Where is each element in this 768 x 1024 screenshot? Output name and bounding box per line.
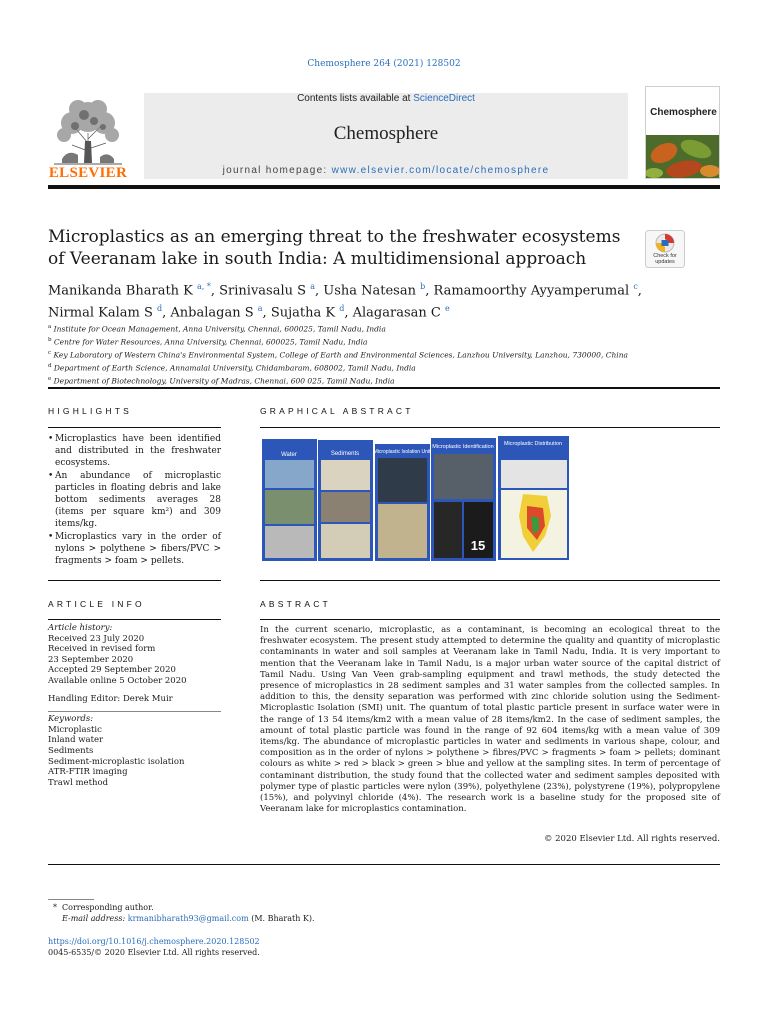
- author-affiliation-marker[interactable]: a: [310, 282, 315, 291]
- handling-editor: Handling Editor: Derek Muir: [48, 693, 173, 704]
- cover-title: Chemosphere: [650, 107, 717, 118]
- graphical-abstract-bottom-rule: [260, 580, 720, 581]
- ga-panel-label: Microplastic Distribution: [503, 441, 563, 447]
- article-history-line: Received in revised form: [48, 644, 156, 655]
- author-separator: ,: [425, 283, 434, 299]
- highlights-bottom-rule: [48, 580, 221, 581]
- journal-homepage-link[interactable]: www.elsevier.com/locate/chemosphere: [331, 165, 550, 176]
- corresponding-author-note: [48, 902, 548, 913]
- keyword-item: Microplastic: [48, 724, 102, 735]
- author-affiliation-marker[interactable]: a: [257, 304, 263, 314]
- corresponding-author-text: Corresponding author.: [62, 903, 154, 912]
- check-for-updates-label: Check for updates: [653, 253, 677, 265]
- email-suffix: (M. Bharath K).: [248, 914, 315, 923]
- author-affiliation-marker[interactable]: d: [157, 304, 163, 314]
- graphical-abstract-heading: GRAPHICAL ABSTRACT: [260, 406, 414, 416]
- affiliation-marker: b: [48, 337, 52, 344]
- header-rule: [48, 185, 720, 189]
- author-name[interactable]: Ramamoorthy Ayyamperumal: [433, 283, 630, 299]
- journal-cover-thumbnail[interactable]: [645, 86, 720, 179]
- email-note: [48, 913, 548, 924]
- affiliation-item: [48, 348, 688, 361]
- affiliation-item: [48, 374, 688, 387]
- author-separator: ,: [314, 283, 324, 299]
- journal-homepage-line: [144, 165, 628, 176]
- affiliation-text: Department of Earth Science, Annamalai University, Chidambaram, 608002, Tamil Nadu, India: [53, 363, 416, 373]
- highlights-rule: [48, 427, 221, 428]
- author-affiliation-marker[interactable]: e: [444, 304, 450, 314]
- doi-link[interactable]: https://doi.org/10.1016/j.chemosphere.2020.128502: [48, 937, 260, 946]
- abstract-heading: ABSTRACT: [260, 599, 331, 609]
- author-name[interactable]: Srinivasalu S: [219, 283, 307, 299]
- affiliation-text: Key Laboratory of Western China's Environmental System, College of Earth and Environmental Sciences, Lanzhou University, Lanzhou, 730000, China: [53, 350, 628, 360]
- affiliation-item: [48, 361, 688, 374]
- author-separator: ,: [162, 305, 171, 321]
- ga-panel-label: Sediments: [330, 451, 360, 457]
- affiliation-list: [48, 322, 688, 387]
- author-name[interactable]: Anbalagan S: [170, 305, 254, 321]
- article-info-rule: [48, 619, 221, 620]
- author-name[interactable]: Usha Natesan: [323, 283, 416, 299]
- affiliation-text: Institute for Ocean Management, Anna University, Chennai, 600025, Tamil Nadu, India: [53, 324, 386, 334]
- affiliation-item: [48, 322, 688, 335]
- journal-title: Chemosphere: [333, 123, 439, 144]
- abstract-text: In the current scenario, microplastic, as a contaminant, is becoming an ecological threat to the freshwater ecosystem. The present study attempted to determine the quality and quantity of microplastic contaminants in water and soil samples at Veeranam lake in Tamil Nadu, India. It is very important to mention that the Veeranam lake in Tamil Nadu, is a major urban water source of the capital district of Tamil Nadu. Using Van Veen grab-sampling equipment and trawl methods, the study detected the presence of microplastics in 28 sediment samples and 31 water samples from the collected samples. In addition to this, the density separation was performed with zinc chloride solution using the Sediment-Microplastic Isolation (SMI) unit. The quantum of total plastic particle present in surface water were in the range of 13 54 items/km2 with a mean value of 28 items/km2. In the case of sediment samples, the amount of total plastic particle was found in the range of 92 604 items/kg with a mean value of 309 items/kg. The abundance of microplastic particles in water and sediments in various shape, colour, and composition as in the order of nylons > polythene > fibres/PVC > fragments > foam > pellets; dominant colours as white > red > black > green > blue and yellow at the sampling sites. In term of percentage of contaminant distribution, the study found that the collected water and sediment samples deposited with polymer type of plastic particles were nylon (39%), polyethylene (23%), polystyrene (19%), polypropylene (15%), and polyvinyl chloride (4%). The research work is a baseline study for the proposed site of Veeranam lake for microplastics contamination.: [260, 625, 720, 815]
- affiliation-text: Centre for Water Resources, Anna University, Chennai, 600025, Tamil Nadu, India: [53, 337, 368, 347]
- affiliation-marker: c: [48, 350, 52, 357]
- highlight-item: • An abundance of microplastic particles in floating debris and lake bottom sediments averages 28 (items per square km²) and 309 items/kg.: [48, 470, 221, 531]
- author-name[interactable]: Nirmal Kalam S: [48, 305, 153, 321]
- keyword-item: Trawl method: [48, 777, 109, 788]
- front-matter-rule: [48, 387, 720, 389]
- author-name[interactable]: Manikanda Bharath K: [48, 283, 193, 299]
- body-bottom-rule: [48, 864, 720, 865]
- homepage-prefix: journal homepage:: [222, 165, 332, 176]
- sciencedirect-link[interactable]: ScienceDirect: [413, 93, 475, 104]
- journal-citation-link[interactable]: Chemosphere 264 (2021) 128502: [307, 59, 461, 69]
- graphical-abstract-rule: [260, 427, 720, 428]
- highlights-list: [48, 433, 221, 567]
- author-separator: ,: [210, 283, 220, 299]
- highlights-heading: HIGHLIGHTS: [48, 406, 132, 416]
- keyword-item: ATR-FTIR imaging: [48, 767, 128, 778]
- affiliation-marker: e: [48, 376, 52, 383]
- author-affiliation-marker[interactable]: c: [633, 282, 638, 291]
- footnote-marker: *: [53, 903, 57, 912]
- elsevier-wordmark: ELSEVIER: [48, 165, 128, 181]
- highlight-item: • Microplastics vary in the order of nylons > polythene > fibers/PVC > fragments > foam > pellets.: [48, 531, 221, 568]
- author-name[interactable]: Sujatha K: [270, 305, 336, 321]
- article-history-line: Accepted 29 September 2020: [48, 665, 176, 676]
- graphical-abstract-image[interactable]: [261, 436, 571, 563]
- contents-prefix: Contents lists available at: [297, 93, 414, 104]
- keyword-item: Sediments: [48, 745, 94, 756]
- affiliation-marker: d: [48, 363, 52, 370]
- ga-panel-label: Microplastic Identification: [432, 444, 494, 450]
- author-separator: ,: [344, 305, 353, 321]
- author-separator: ,: [637, 283, 642, 299]
- abstract-rule: [260, 619, 720, 620]
- affiliation-marker: a: [48, 324, 52, 330]
- contents-available-line: [144, 93, 628, 104]
- keywords-rule: [48, 711, 221, 712]
- keywords-label: Keywords:: [48, 714, 94, 725]
- article-history-line: Received 23 July 2020: [48, 633, 145, 644]
- footnote-block: [48, 902, 548, 924]
- keyword-item: Sediment-microplastic isolation: [48, 756, 185, 767]
- article-info-block: [48, 623, 221, 788]
- issn-copyright: 0045-6535/© 2020 Elsevier Ltd. All rights reserved.: [48, 948, 260, 957]
- highlight-item: • Microplastics have been identified and distributed in the freshwater ecosystems.: [48, 433, 221, 470]
- email-link[interactable]: krmanibharath93@gmail.com: [127, 914, 249, 923]
- cover-leaf-image: [646, 135, 720, 179]
- author-list: [48, 278, 668, 323]
- author-affiliation-marker[interactable]: b: [420, 282, 426, 291]
- author-affiliation-marker[interactable]: a, *: [197, 282, 211, 291]
- author-separator: ,: [262, 305, 271, 321]
- ga-image-number: 15: [470, 538, 486, 553]
- article-history-line: Available online 5 October 2020: [48, 675, 187, 686]
- footnote-rule: [48, 899, 94, 900]
- author-affiliation-marker[interactable]: d: [339, 304, 345, 314]
- affiliation-item: [48, 335, 688, 348]
- article-history-label: Article history:: [48, 623, 113, 633]
- article-title: Microplastics as an emerging threat to the freshwater ecosystems of Veeranam lake in south India: A multidimensional approach: [48, 227, 621, 269]
- article-history-line: 23 September 2020: [48, 654, 134, 665]
- email-label: E-mail address:: [62, 914, 128, 923]
- affiliation-text: Department of Biotechnology, University of Madras, Chennai, 600 025, Tamil Nadu, India: [53, 376, 395, 386]
- abstract-copyright: © 2020 Elsevier Ltd. All rights reserved.: [543, 834, 720, 844]
- article-info-heading: ARTICLE INFO: [48, 599, 145, 609]
- author-name[interactable]: Alagarasan C: [352, 305, 441, 321]
- keyword-item: Inland water: [48, 735, 104, 746]
- ga-panel-label: Water: [281, 452, 297, 458]
- journal-masthead: [144, 93, 628, 179]
- ga-panel-label: Microplastic Isolation Unit: [373, 449, 431, 455]
